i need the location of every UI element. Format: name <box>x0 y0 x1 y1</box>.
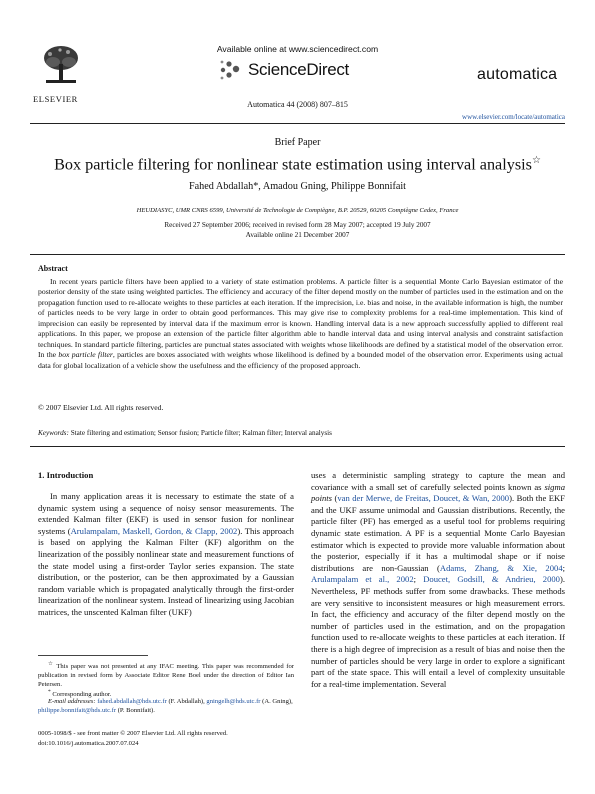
sciencedirect-wordmark: ScienceDirect <box>248 60 349 79</box>
right-text-b: ( <box>332 493 338 504</box>
article-affiliation: HEUDIASYC, UMR CNRS 6599, Université de Technologie de Compiègne, B.P. 20529, 60205 Compiègne Cedex, France <box>136 207 459 214</box>
email-owner: (A. Gning), <box>262 698 293 705</box>
publisher-name: ELSEVIER <box>33 94 78 104</box>
emails-label: E-mail addresses: <box>48 698 96 705</box>
abstract-heading: Abstract <box>38 264 68 273</box>
email-owner: (P. Bonnifait). <box>117 707 155 714</box>
citation-link[interactable]: van der Merwe, de Freitas, Doucet, & Wan, 2000 <box>337 493 510 504</box>
article-type: Brief Paper <box>274 137 321 148</box>
title-footnote-mark[interactable]: ☆ <box>531 155 541 166</box>
footnote-2-mark: * <box>48 689 51 695</box>
left-column-body <box>38 491 294 619</box>
left-text-b: ). This approach is based on applying the Kalman Filter (KF) algorithm on the linearization of the possibly nonlinear state and measurement functions of the state model using a first-order Taylor series expansion. The state distribution, or the posterior, can be then approximated by a Gaussian random variable which is propagated analytically through the first-order linearization of the nonlinear system. Instead of linearizing using Jacobian matrices, the unscented Kalman filter (UKF) <box>38 525 294 617</box>
article-authors: Fahed Abdallah*, Amadou Gning, Philippe Bonnifait <box>188 181 407 192</box>
email-owner: (F. Abdallah), <box>168 698 205 705</box>
sciencedirect-logo <box>218 58 388 82</box>
sciencedirect-mark-icon <box>218 58 244 82</box>
section-heading: 1. Introduction <box>38 470 94 480</box>
citation-link[interactable]: Adams, Zhang, & Xie, 2004 <box>439 562 563 573</box>
left-text-a: In many application areas it is necessary to estimate the state of a dynamic system using a sequence of noisy sensor measurements. The extended Kalman filter (EKF) is used in sensor fusion for nonlinear systems ( <box>38 491 294 536</box>
citation-separator: ; <box>413 574 424 585</box>
abstract-top-divider <box>30 254 565 255</box>
article-title <box>20 151 575 174</box>
article-received: Received 27 September 2006; received in revised form 28 May 2007; accepted 19 July 2007 <box>164 221 431 229</box>
email-link[interactable]: gningelh@hds.utc.fr <box>206 698 261 705</box>
footnote-divider <box>38 655 148 656</box>
right-text-c: ). Both the EKF and the UKF assume unimodal and Gaussian distributions. Recently, the particle filter (PF) has emerged as a useful tool for problems requiring dynamic state estimation. A PF is a sequential Monte Carlo Bayesian estimator which is expected to provide more valuable information about the posterior, especially if it has a multimodal shape or if noise distributions are non-Gaussian ( <box>311 493 565 573</box>
right-text-a: uses a deterministic sampling strategy to capture the mean and covariance with a small set of carefully selected points known as <box>311 470 565 492</box>
abstract-text-1: In recent years particle filters have been applied to a variety of state estimation problems. A particle filter is a sequential Monte Carlo Bayesian estimator of the posterior density of the state using weighted particles. The efficiency and accuracy of the filter depend mostly on the number of particles used in the estimation and on the propagation function used to re-allocate weights to these particles at each iteration. If the imprecision, i.e. bias and noise, in the available information is high, the number of particles needs to be very large in order to obtain good performances. This may give rise to complexity problems for a real-time implementation. This kind of imprecision can easily be represented by interval data if the maximum error is known. Handling interval data is a new approach successfully applied to different real applications. In this paper, we propose an extension of the particle filter algorithm able to handle interval data and using interval analysis and constraint satisfaction techniques. In standard particle filtering, particles are punctual states associated with weights whose likelihoods are defined by a statistical model of the observation error. In the <box>38 277 563 360</box>
citation-link[interactable]: Doucet, Godsill, & Andrieu, 2000 <box>423 574 560 585</box>
citation-separator: ; <box>562 562 566 573</box>
keywords-line <box>38 429 563 437</box>
journal-citation: Automatica 44 (2008) 807–815 <box>247 100 348 109</box>
footnote-1-text: This paper was not presented at any IFAC meeting. This paper was recommended for publication in revised form by Associate Editor Rene Boel under the direction of Editor Ian Petersen. <box>38 663 294 689</box>
footnote-emails <box>38 697 294 715</box>
header-divider <box>30 123 565 124</box>
right-text-italic: sigma points <box>311 481 565 504</box>
right-text-d: ). Nevertheless, PF methods suffer from some drawbacks. These methods are very sensitive to inconsistent measures or high measurement errors. In fact, the efficiency and accuracy of the filter depend mostly on the number of particles used in the estimation, and on the propagation function used to re-allocate weights to these particles at each iteration. If there is a high degree of imprecision as a result of bias and noise then the number of particles should be very large in order to explore a significant part of the state space. This will entail a level of complexity unsuitable for a real-time implementation. Several <box>311 574 565 689</box>
abstract-bottom-divider <box>30 446 565 447</box>
abstract-body <box>38 277 563 371</box>
available-online-text: Available online at www.sciencedirect.com <box>216 44 379 54</box>
email-link[interactable]: philippe.bonnifait@hds.utc.fr <box>38 707 117 714</box>
abstract-text-2: , particles are boxes associated with weights whose likelihood is defined by a bounded model of the observation error. Experiments using actual data for global localization of a vehicle show the usefulness and the efficiency of the proposed approach. <box>38 350 563 370</box>
keywords-label: Keywords: <box>38 429 69 437</box>
email-link[interactable]: fahed.abdallah@hds.utc.fr <box>97 698 167 705</box>
journal-logo: automatica <box>477 66 558 83</box>
footnote-1-mark: ☆ <box>48 661 54 667</box>
citation-link[interactable]: Arulampalam et al., 2002 <box>311 574 414 585</box>
citation-link[interactable]: Arulampalam, Maskell, Gordon, & Clapp, 2002 <box>70 525 238 536</box>
article-title-text: Box particle filtering for nonlinear state estimation using interval analysis <box>54 155 532 174</box>
abstract-copyright: © 2007 Elsevier Ltd. All rights reserved. <box>38 403 164 412</box>
right-column-body <box>311 470 565 690</box>
article-available-online: Available online 21 December 2007 <box>245 231 350 239</box>
elsevier-tree-icon <box>38 44 84 88</box>
doi-line[interactable]: doi:10.1016/j.automatica.2007.07.024 <box>38 740 139 747</box>
journal-url[interactable]: www.elsevier.com/locate/automatica <box>462 113 565 121</box>
footnote-1 <box>38 660 294 689</box>
footnote-2-text: Corresponding author. <box>52 691 112 699</box>
abstract-text-italic: box particle filter <box>58 350 113 360</box>
elsevier-logo <box>38 44 84 88</box>
keywords-list: State filtering and estimation; Sensor fusion; Particle filter; Kalman filter; Interval analysis <box>70 429 332 437</box>
issn-line: 0005-1098/$ - see front matter © 2007 Elsevier Ltd. All rights reserved. <box>38 730 228 737</box>
